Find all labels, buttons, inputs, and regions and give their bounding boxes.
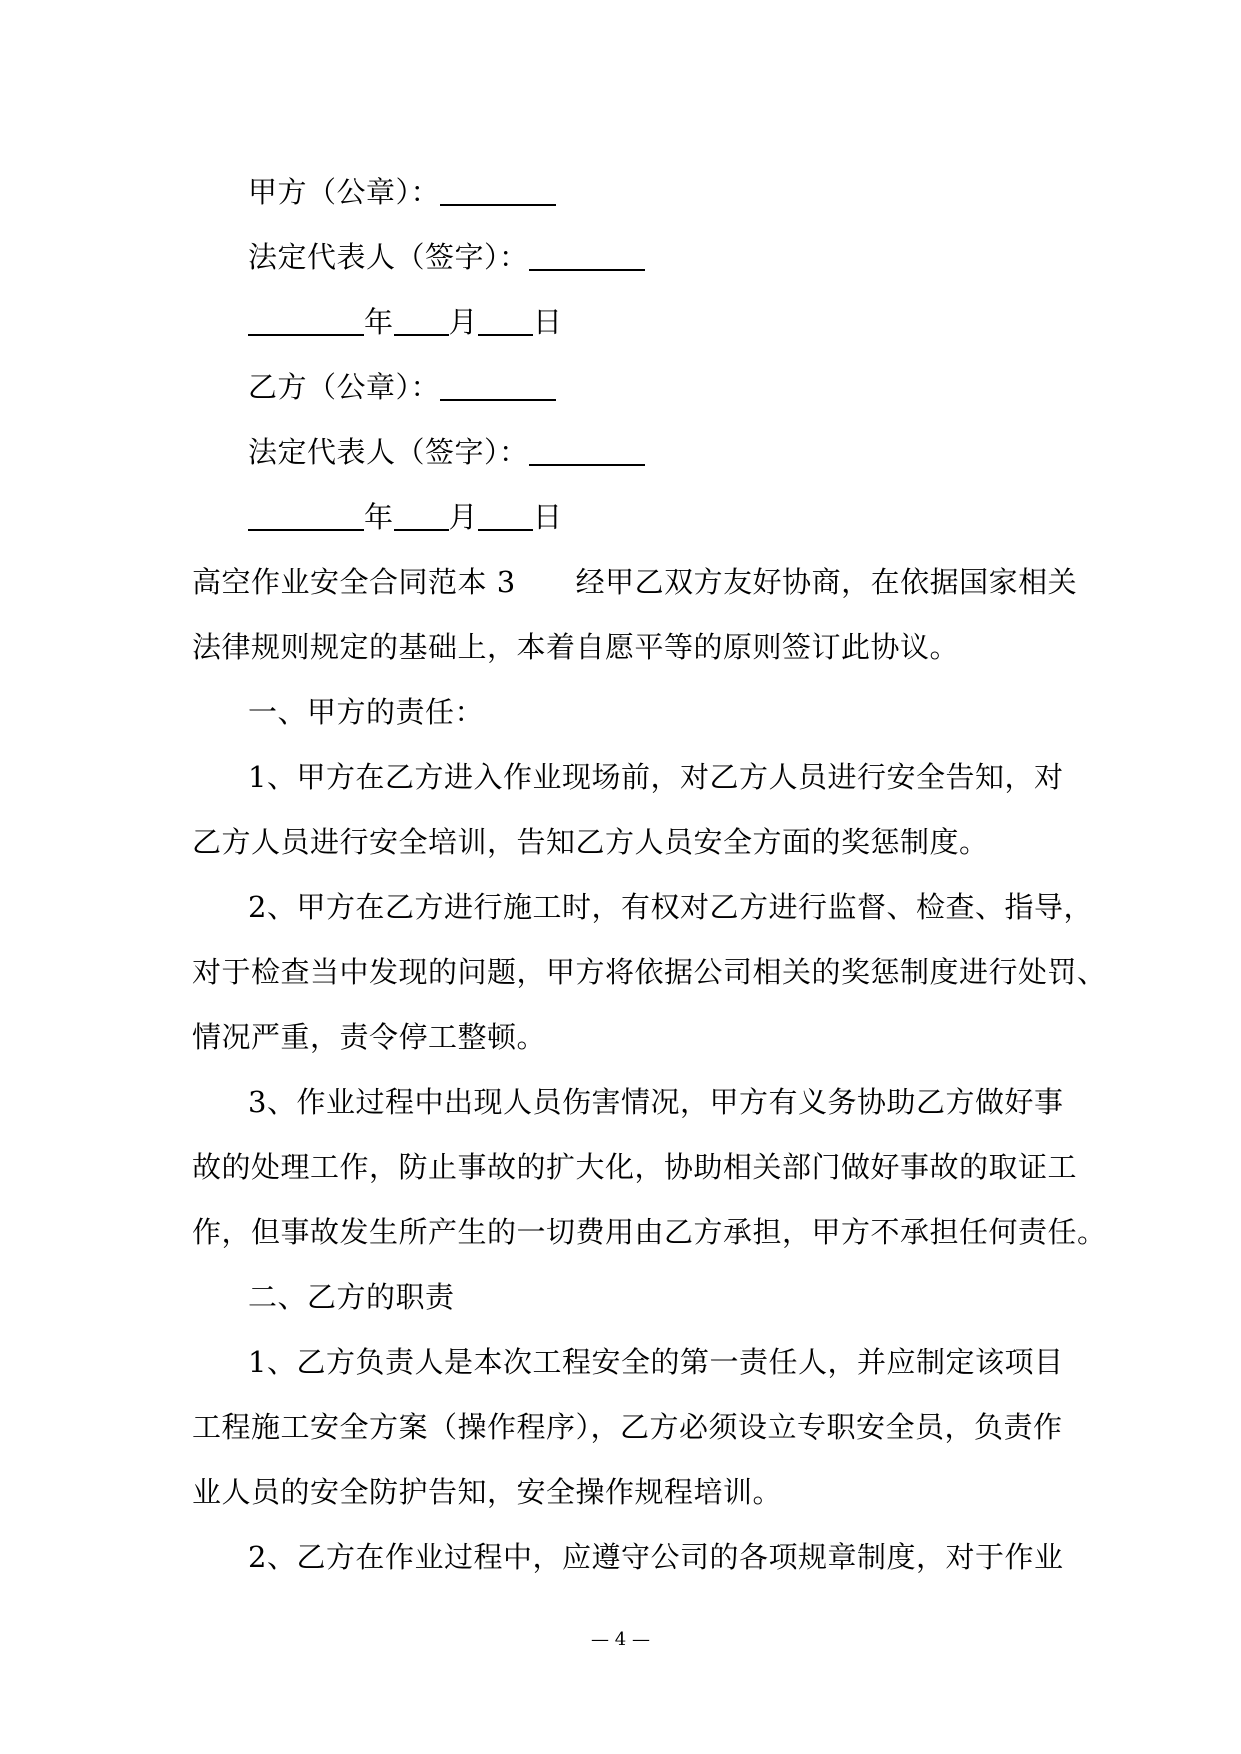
page-number: — 4 — xyxy=(591,1629,650,1650)
a1-line-2: 乙方人员进行安全培训，告知乙方人员安全方面的奖惩制度。 xyxy=(192,825,989,859)
party-a-date-line xyxy=(192,290,1060,355)
intro-text-1: 经甲乙双方友好协商，在依据国家相关 xyxy=(575,565,1078,599)
party-a-day-blank xyxy=(478,304,533,336)
party-a-day-label: 日 xyxy=(533,305,563,339)
party-b-month-blank xyxy=(394,499,449,531)
party-b-rep-label: 法定代表人（签字）： xyxy=(248,435,529,469)
party-b-year-label: 年 xyxy=(364,500,394,534)
party-b-month-label: 月 xyxy=(448,500,479,534)
party-b-seal-label: 乙方（公章）： xyxy=(248,370,441,404)
party-b-seal-line xyxy=(192,355,1060,420)
party-b-seal-blank xyxy=(440,369,556,401)
document-content xyxy=(192,160,1107,1590)
a2-line-2: 对于检查当中发现的问题，甲方将依据公司相关的奖惩制度进行处罚、 xyxy=(192,955,1107,989)
party-a-rep-line xyxy=(192,225,1060,290)
party-b-day-label: 日 xyxy=(533,500,563,534)
party-a-year-label: 年 xyxy=(364,305,394,339)
party-b-year-blank xyxy=(248,499,364,531)
b1-line-2: 工程施工安全方案（操作程序），乙方必须设立专职安全员，负责作 xyxy=(192,1410,1063,1444)
party-a-seal-blank xyxy=(440,174,556,206)
a1-line-1: 1、甲方在乙方进入作业现场前，对乙方人员进行安全告知，对 xyxy=(248,760,1064,794)
a2-line-1: 2、甲方在乙方进行施工时，有权对乙方进行监督、检查、指导， xyxy=(248,890,1093,924)
section-title: 高空作业安全合同范本 3 xyxy=(192,565,516,599)
party-b-rep-line xyxy=(192,420,1060,485)
party-a-seal-line xyxy=(192,160,1060,225)
party-b-day-blank xyxy=(478,499,533,531)
party-b-heading: 二、乙方的职责 xyxy=(248,1280,455,1314)
party-a-rep-blank xyxy=(529,239,645,271)
section-title-line xyxy=(192,550,1078,615)
a3-line-1: 3、作业过程中出现人员伤害情况，甲方有义务协助乙方做好事 xyxy=(248,1085,1064,1119)
party-b-date-line xyxy=(192,485,1060,550)
party-a-month-label: 月 xyxy=(448,305,479,339)
party-a-heading: 一、甲方的责任： xyxy=(248,695,485,729)
b1-line-3: 业人员的安全防护告知，安全操作规程培训。 xyxy=(192,1475,783,1509)
intro-line-2: 法律规则规定的基础上，本着自愿平等的原则签订此协议。 xyxy=(192,630,960,664)
b2-line-1: 2、乙方在作业过程中，应遵守公司的各项规章制度，对于作业 xyxy=(248,1540,1064,1574)
party-a-seal-label: 甲方（公章）： xyxy=(248,175,441,209)
party-a-year-blank xyxy=(248,304,364,336)
a2-line-3: 情况严重，责令停工整顿。 xyxy=(192,1020,547,1054)
party-a-rep-label: 法定代表人（签字）： xyxy=(248,240,529,274)
b1-line-1: 1、乙方负责人是本次工程安全的第一责任人，并应制定该项目 xyxy=(248,1345,1064,1379)
a3-line-2: 故的处理工作，防止事故的扩大化，协助相关部门做好事故的取证工 xyxy=(192,1150,1078,1184)
party-a-month-blank xyxy=(394,304,449,336)
party-b-rep-blank xyxy=(529,434,645,466)
a3-line-3: 作，但事故发生所产生的一切费用由乙方承担，甲方不承担任何责任。 xyxy=(192,1215,1107,1249)
